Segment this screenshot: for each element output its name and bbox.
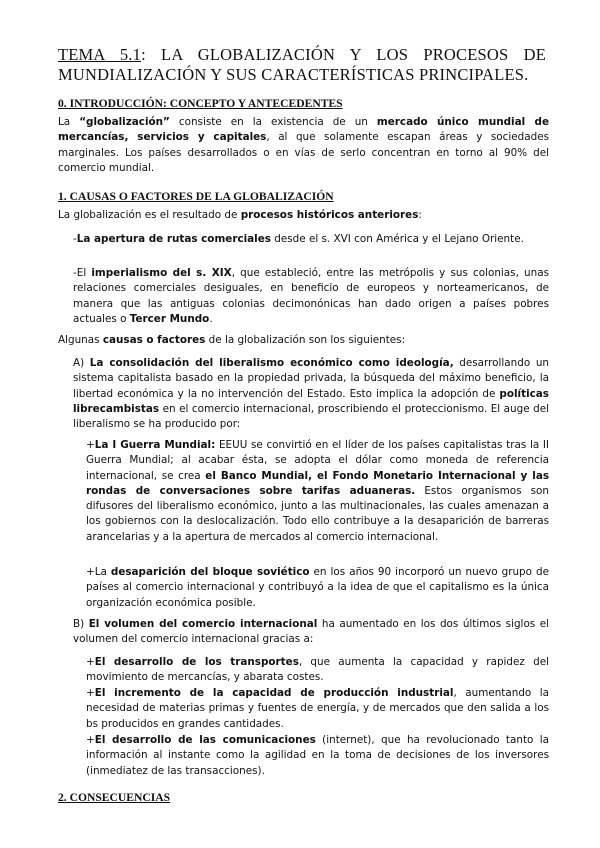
cause-b-transportes: +El desarrollo de los transportes, que aumenta la capacidad y rapidez del movimiento de mercancías, y abarata costes. — [86, 656, 549, 684]
cause-a-bloque-sovietico: +La desaparición del bloque soviético en los años 90 incorporó un nuevo grupo de países al comercio internacional y contribuyó a la idea de que el capitalismo es la única organización económica posible. — [86, 566, 550, 609]
cause-b-produccion: +El incremento de la capacidad de producción industrial, aumentando la necesidad de materias primas y fuentes de energía, y de mercados que den salida a los bs producidos en grandes cantidades. — [86, 687, 549, 730]
causas-intro: La globalización es el resultado de procesos históricos anteriores: — [58, 209, 422, 221]
cause-b-comercio: B) El volumen del comercio internacional ha aumentado en los dos últimos siglos el volumen del comercio internacional gracias a: — [73, 618, 550, 646]
item-rutas-comerciales: -La apertura de rutas comerciales desde el s. XVI con América y el Lejano Oriente. — [73, 233, 524, 245]
cause-a-guerra-mundial: +La I Guerra Mundial: EEUU se convirtió en el líder de los países capitalistas tras la II Guerra Mundial; al acabar ésta, se adopta el dólar como moneda de referencia internacional, se crea el Banco Mundial, el Fondo Monetario Internacional y las rondas de conversaciones sobre tarifas aduaneras. Estos organismos son difusores del liberalismo económico, junto a las multinacionales, las cuales amenazan a los gobiernos con la deslocalización. Todo ello contribuye a la desaparición de barreras arancelarias y a la apertura de mercados al comercio internacional. — [86, 439, 550, 543]
heading-causas: 1. CAUSAS O FACTORES DE LA GLOBALIZACIÓN — [58, 190, 334, 203]
title-rest: : LA GLOBALIZACIÓN Y LOS PROCESOS DE MUNDIALIZACIÓN Y SUS CARACTERÍSTICAS PRINCIPALES. — [58, 45, 546, 84]
cause-b-comunicaciones: +El desarrollo de las comunicaciones (internet), que ha revolucionado tanto la información al instante como la agilidad en la toma de decisiones de los inversores (inmediatez de las transacciones). — [86, 734, 550, 777]
title-prefix: TEMA 5.1 — [58, 45, 142, 64]
heading-consecuencias: 2. CONSECUENCIAS — [58, 791, 171, 804]
item-imperialismo: -El imperialismo del s. XIX, que estableció, entre las metrópolis y sus colonias, unas relaciones comerciales desiguales, en beneficio de europeos y norteamericanos, de manera que las antiguas colonias decimonónicas han dado origen a países pobres actuales o Tercer Mundo. — [73, 267, 549, 325]
document-title — [58, 45, 546, 85]
intro-paragraph: La “globalización” consiste en la existencia de un mercado único mundial de mercancías, servicios y capitales, al que solamente escapan áreas y sociedades marginales. Los países desarrollados o en vías de serlo concentran en torno al 90% del comercio mundial. — [58, 116, 550, 174]
cause-a-liberalismo: A) La consolidación del liberalismo económico como ideología, desarrollando un sistema capitalista basado en la propiedad privada, la búsqueda del máximo beneficio, la libertad económica y la no intervención del Estado. Esto implica la adopción de políticas librecambistas en el comercio internacional, proscribiendo el proteccionismo. El auge del liberalismo se ha producido por: — [73, 357, 549, 431]
algunas-causas: Algunas causas o factores de la globalización son los siguientes: — [58, 334, 406, 346]
heading-introduccion: 0. INTRODUCCIÓN: CONCEPTO Y ANTECEDENTES — [58, 97, 343, 110]
